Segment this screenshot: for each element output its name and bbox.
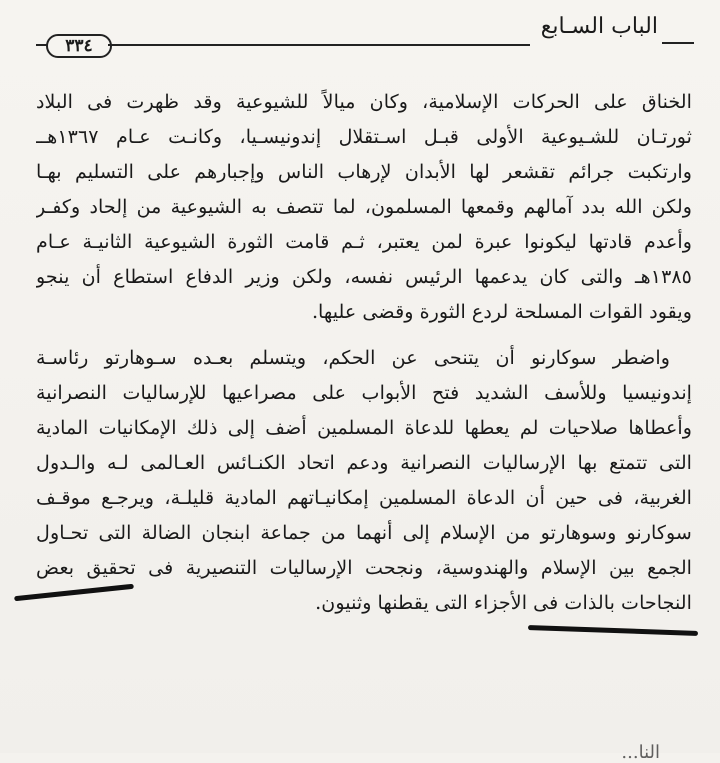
- header-rule-right: [662, 42, 694, 44]
- text-line: ولكن الله بدد آمالهم وقمعها المسلمون، لما تتصف به الشيوعية من إلحاد وكفـر: [36, 195, 692, 218]
- page-body: [36, 84, 692, 620]
- paragraph-2: [36, 340, 692, 620]
- text-line: ١٣٨٥هـ والتى كان يدعمها الرئيس نفسه، ولكن وزير الدفاع استطاع أن ينجو: [36, 265, 692, 288]
- next-heading-partial: النا...: [621, 742, 660, 763]
- pen-underline: [528, 625, 698, 636]
- text-line: وأعطاها صلاحيات لم يعطها للدعاة المسلمين أضف إلى ذلك الإمكانيات المادية: [36, 416, 692, 439]
- text-line: التى تتمتع بها الإرساليات النصرانية ودعم اتحاد الكنـائس العـالمى لـه والـدول: [36, 451, 692, 474]
- text-line: واضطر سوكارنو أن يتنحى عن الحكم، ويتسلم بعـده سـوهارتو رئاسـة: [36, 346, 670, 369]
- page-header: [20, 12, 700, 56]
- text-line: وارتكبت جرائم تقشعر لها الأبدان لإرهاب الناس وإجبارهم على التسليم بهـا: [36, 160, 692, 183]
- text-line: وأعدم قادتها ليكونوا عبرة لمن يعتبر، ثـم قامت الثورة الشيوعية الثانيـة عـام: [36, 230, 692, 253]
- header-rule: [108, 44, 530, 46]
- page-number: ٣٣٤: [46, 34, 112, 58]
- text-line: الغربية، فى حين أن الدعاة المسلمين إمكانيـاتهم المادية قليلـة، ويرجـع موقـف: [36, 486, 692, 509]
- text-line: ويقود القوات المسلحة لردع الثورة وقضى عليها.: [311, 300, 692, 323]
- paragraph-1: [36, 84, 692, 329]
- text-line: الجمع بين الإسلام والهندوسية، ونجحت الإرساليات التنصيرية فى تحقيق بعض: [36, 556, 692, 579]
- text-line: إندونيسيا وللأسف الشديد فتح الأبواب على مصراعيها للإرساليات النصرانية: [36, 381, 692, 404]
- text-line: الخناق على الحركات الإسلامية، وكان ميالاً للشيوعية وقد ظهرت فى البلاد: [36, 90, 692, 113]
- text-line: ثورتـان للشـيوعية الأولى قبـل اسـتقلال إندونيسـيا، وكانـت عـام ١٣٦٧هــ: [36, 125, 692, 148]
- text-line: سوكارنو وسوهارتو من الإسلام إلى أنهما من جماعة ابنجان الضالة التى تحـاول: [36, 521, 692, 544]
- chapter-title: الباب السـابع: [540, 14, 658, 39]
- text-line: النجاحات بالذات فى الأجزاء التى يقطنها وثنيون.: [315, 591, 692, 614]
- paragraph-gap: [36, 329, 692, 340]
